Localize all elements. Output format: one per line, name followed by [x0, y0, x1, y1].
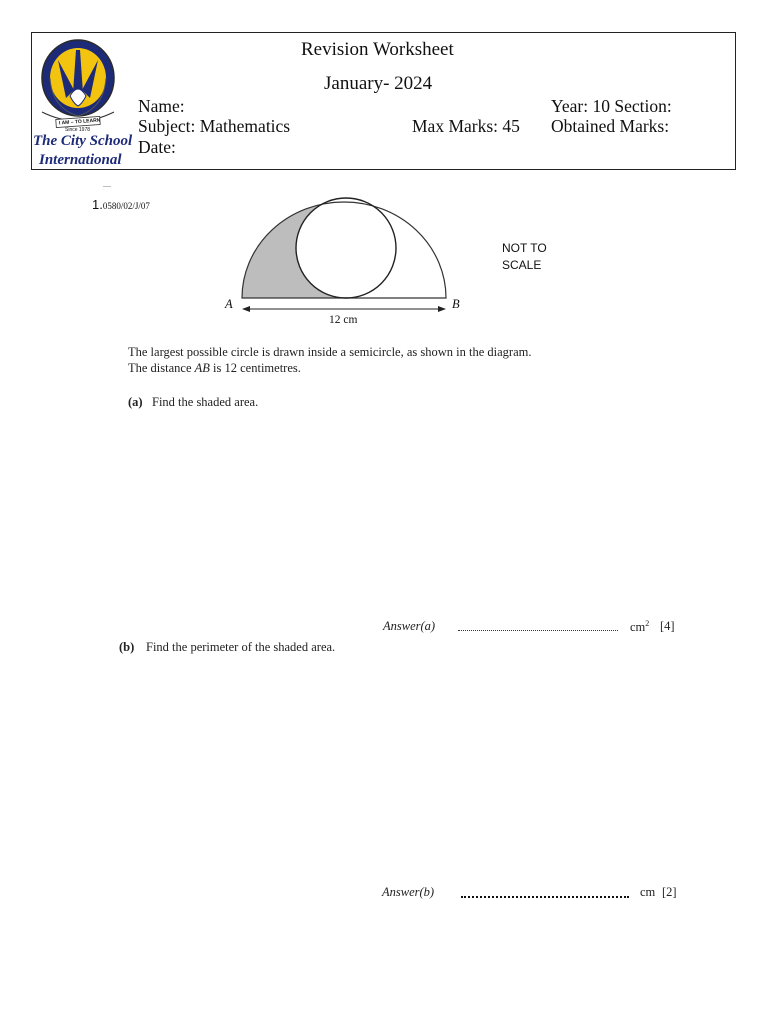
part-a-text: Find the shaded area.	[152, 395, 259, 409]
not-to-scale-line2: SCALE	[502, 258, 542, 272]
text-line2-ab: AB	[194, 361, 210, 375]
school-logo	[33, 38, 136, 172]
date-label: Date:	[138, 137, 176, 157]
logo-motto: I AM – TO LEARN	[58, 117, 101, 127]
logo-school-line2: International	[39, 152, 122, 168]
question-number-text: 1.	[92, 197, 103, 212]
answer-a-unit-text: cm	[630, 620, 646, 635]
stray-mark: —	[103, 181, 111, 190]
text-line2-pre: The distance	[128, 361, 195, 375]
part-b-text: Find the perimeter of the shaded area.	[146, 640, 336, 654]
part-b-label: (b)	[119, 640, 135, 654]
label-b: B	[452, 297, 460, 311]
answer-b-unit: cm	[640, 885, 656, 899]
answer-b-field[interactable]	[461, 896, 629, 898]
answer-b-marks: [2]	[662, 885, 677, 899]
question-text-line1: The largest possible circle is drawn inside a semicircle, as shown in the diagram.	[128, 345, 532, 359]
worksheet-date: January- 2024	[324, 73, 433, 94]
worksheet-title: Revision Worksheet	[301, 39, 454, 60]
max-marks: Max Marks: 45	[412, 116, 520, 136]
name-label: Name:	[138, 96, 185, 116]
not-to-scale-line1: NOT TO	[502, 241, 547, 255]
answer-b-label: Answer(b)	[382, 885, 435, 899]
text-line2-post: is 12 centimetres.	[209, 361, 301, 375]
question-number	[92, 197, 150, 212]
answer-a-unit	[630, 619, 649, 635]
answer-a-unit-sup: 2	[645, 619, 650, 628]
question-code: 0580/02/J/07	[102, 201, 150, 211]
obtained-marks: Obtained Marks:	[551, 116, 670, 136]
part-a-label: (a)	[128, 395, 143, 409]
label-a: A	[225, 297, 233, 311]
question-text-line2	[128, 361, 301, 376]
year-section: Year: 10 Section:	[551, 96, 672, 116]
semicircle-diagram	[220, 184, 460, 326]
logo-school-line1: The City School	[33, 133, 133, 149]
arrow-left-icon	[242, 306, 250, 312]
answer-a-marks: [4]	[660, 619, 675, 633]
answer-a-field[interactable]	[458, 630, 618, 631]
length-label: 12 cm	[329, 314, 358, 326]
logo-since: Since 1978	[65, 127, 91, 133]
answer-a-label: Answer(a)	[383, 619, 436, 633]
arrow-right-icon	[438, 306, 446, 312]
subject-label: Subject: Mathematics	[138, 116, 291, 136]
